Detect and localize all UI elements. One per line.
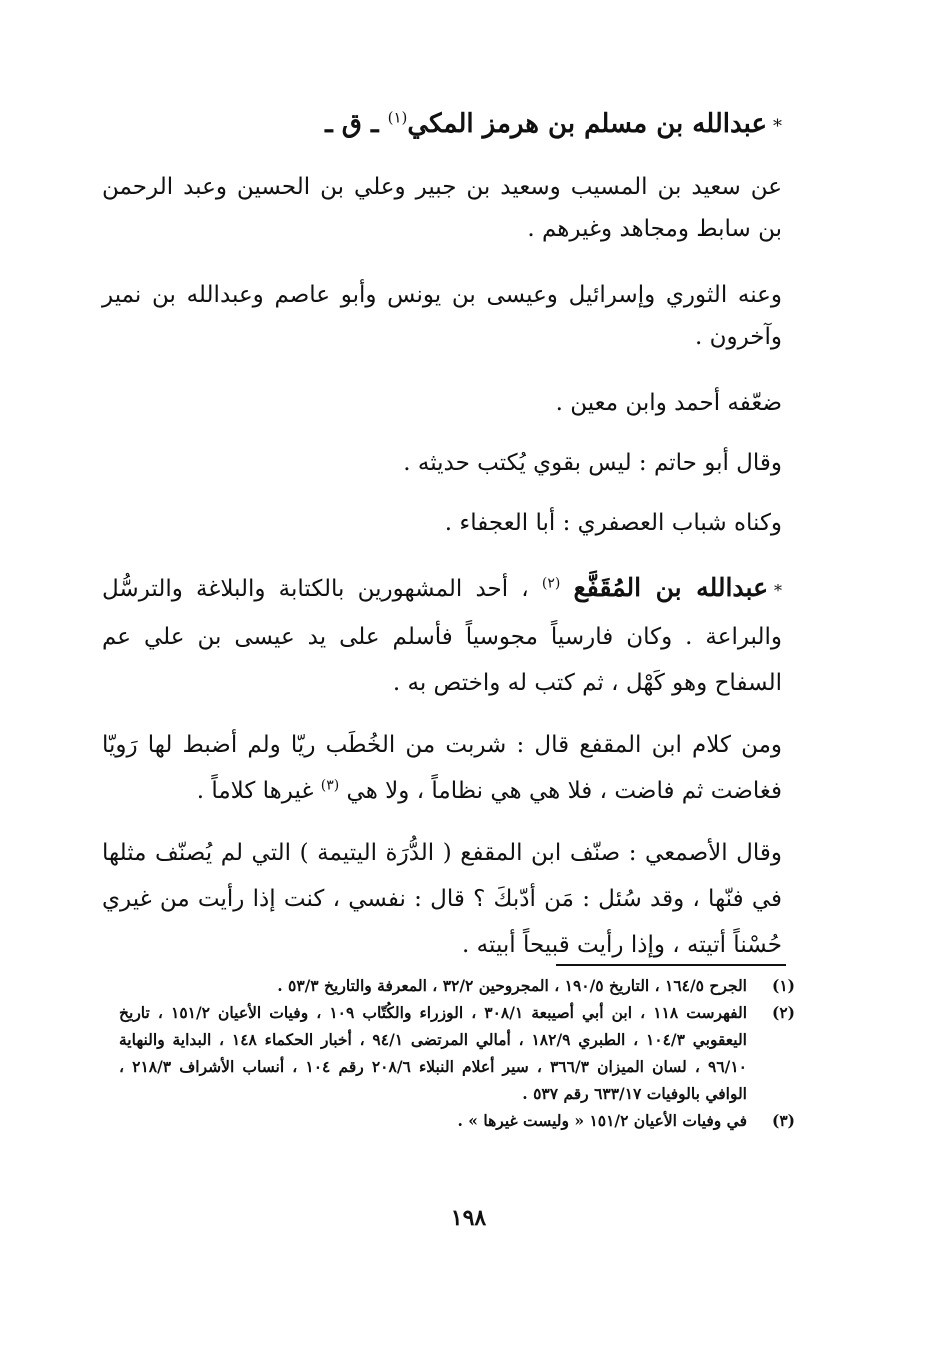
footnote-text: الفهرست ١١٨ ، ابن أبي أصيبعة ٣٠٨/١ ، الوزراء والكُتّاب ١٠٩ ، وفيات الأعيان ١٥١/٢ ، تاريخ اليعقوبي ١٠٤/٣ ، الطبري ١٨٢/٩ ، أمالي المرتضى ٩٤/١ ، أخبار الحكماء ١٤٨ ، البداية والنهاية ٩٦/١٠ ، لسان الميزان ٣٦٦/٣ ، سير أعلام النبلاء ٢٠٨/٦ رقم ١٠٤ ، أنساب الأشراف ٢١٨/٣ ، الوافي بالوفيات ٦٣٣/١٧ رقم ٥٣٧ . <box>119 1003 748 1103</box>
entry-title: عبدالله بن المُقَفَّع <box>573 573 769 602</box>
paragraph-narrators-from: عن سعيد بن المسيب وسعيد بن جبير وعلي بن الحسين وعبد الرحمن بن سابط ومجاهد وغيرهم . <box>102 174 782 242</box>
entry-title: عبدالله بن مسلم بن هرمز المكي <box>407 109 767 139</box>
footnote-ref: (٢) <box>541 575 561 592</box>
footnote-text: الجرح ١٦٤/٥ ، التاريخ ١٩٠/٥ ، المجروحين ٣٢/٢ ، المعرفة والتاريخ ٥٣/٣ . <box>277 976 747 995</box>
entry-heading-ibn-hurmuz <box>82 104 782 147</box>
paragraph-abu-hatim: وقال أبو حاتم : ليس بقوي يُكتب حديثه . <box>403 450 782 476</box>
paragraph-ibn-muqaffa-saying <box>102 722 782 814</box>
footnote-number: (٣) <box>771 1111 795 1130</box>
paragraph-weakened: ضعّفه أحمد وابن معين . <box>555 390 782 416</box>
paragraph-asmai: وقال الأصمعي : صنّف ابن المقفع ( الدُّرَة اليتيمة ) التي لم يُصنّف مثلها في فنّها ، وقد سُئل : مَن أدّبكَ ؟ قال : نفسي ، كنت إذا رأيت من غيري حُسْناً أتيته ، وإذا رأيت قبيحاً أبيته . <box>102 840 782 958</box>
footnote-1 <box>119 972 795 999</box>
footnote-number: (٢) <box>771 1003 795 1022</box>
footnote-ref: (١) <box>387 108 408 127</box>
footnote-2 <box>119 999 795 1107</box>
footnote-text: في وفيات الأعيان ١٥١/٢ « وليست غيرها » . <box>457 1111 747 1130</box>
footnote-ref: (٣) <box>320 777 340 794</box>
saying-text-end: غيرها كلاماً . <box>196 778 321 804</box>
footnote-3 <box>119 1107 795 1134</box>
footnote-separator <box>556 964 786 966</box>
entry-star-marker: * <box>774 581 783 600</box>
paragraph-kunya: وكناه شباب العصفري : أبا العجفاء . <box>444 510 782 536</box>
page-number: ١٩٨ <box>450 1205 487 1231</box>
footnotes <box>119 972 795 1134</box>
footnote-number: (١) <box>771 976 795 995</box>
paragraph-narrators-to: وعنه الثوري وإسرائيل وعيسى بن يونس وأبو عاصم وعبدالله بن نمير وآخرون . <box>102 282 782 350</box>
saying-text: ومن كلام ابن المقفع قال : شربت من الخُطَب ريّا ولم أضبط لها رَويّا فغاضت ثم فاضت ، فلا هي هي نظاماً ، ولا هي <box>102 732 782 804</box>
entry-intro-text: ، أحد المشهورين بالكتابة والبلاغة والترسُّل والبراعة . وكان فارسياً مجوسياً فأسلم على يد عيسى بن علي عم السفاح وهو كَهْل ، ثم كتب له واختص به . <box>102 576 782 696</box>
entry-star-marker: * <box>773 116 782 137</box>
entry-suffix: ـ ق ـ <box>325 109 388 139</box>
entry-ibn-muqaffa-intro <box>102 565 782 706</box>
